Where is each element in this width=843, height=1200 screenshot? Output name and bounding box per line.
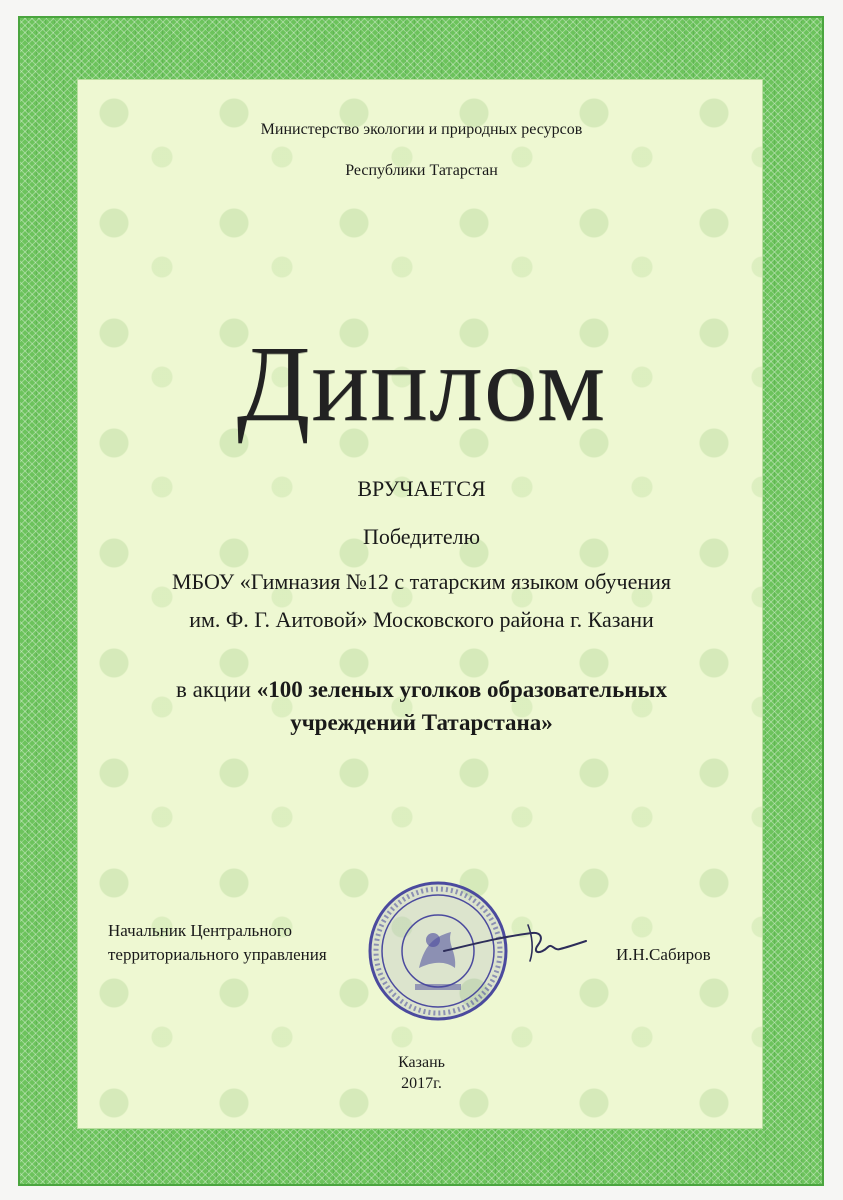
organization-line1: МБОУ «Гимназия №12 с татарским языком обучения [171,569,672,594]
issue-city: Казань [398,1054,445,1071]
recipient-type: Победителю [362,524,481,549]
ministry-name-line1: Министерство экологии и природных ресурсов [260,121,583,138]
signatory-position-line1: Начальник Центрального [108,921,292,940]
signatory-name: И.Н.Сабиров [616,945,711,964]
campaign-prefix: в акции [176,677,257,702]
campaign-line1 [0,674,843,706]
campaign-name-part1: «100 зеленых уголков образовательных [256,677,667,702]
diploma-title: Диплом [236,325,607,444]
campaign-name-part2: учреждений Татарстана» [290,710,553,735]
issue-year: 2017г. [401,1075,442,1092]
organization-line2: им. Ф. Г. Аитовой» Московского района г. Казани [189,607,654,632]
handwritten-signature [440,915,590,970]
awarded-label: ВРУЧАЕТСЯ [357,476,486,501]
ministry-name-line2: Республики Татарстан [345,162,498,179]
signatory-position-line2: территориального управления [108,945,327,964]
